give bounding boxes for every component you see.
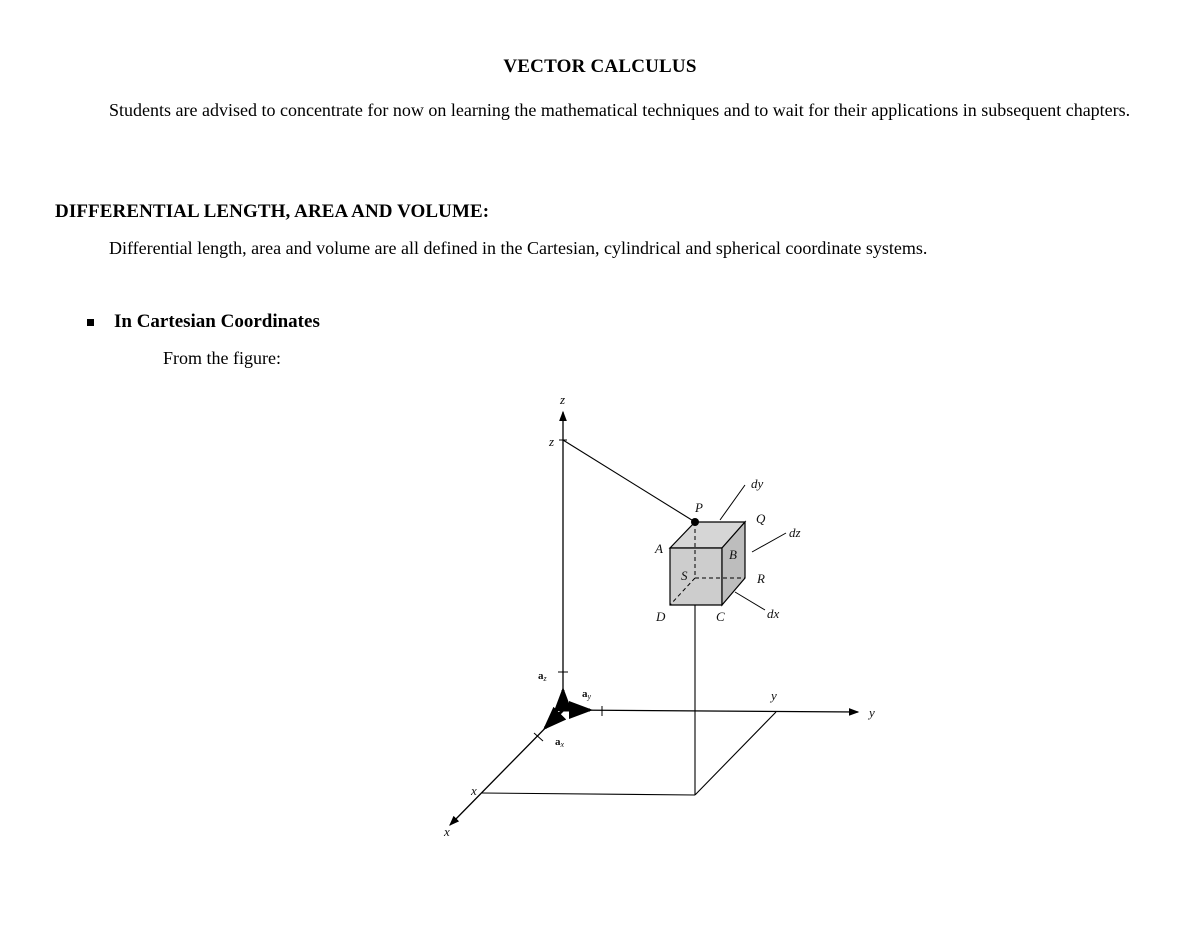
point-q-label: Q: [756, 511, 766, 526]
point-c-label: C: [716, 609, 725, 624]
point-s-label: S: [681, 568, 688, 583]
intro-paragraph: Students are advised to concentrate for now on learning the mathematical techniques and to wait for their applications in subsequent chapters.: [109, 100, 1131, 120]
point-r-label: R: [757, 571, 765, 586]
section-paragraph: Differential length, area and volume are all defined in the Cartesian, cylindrical and spherical coordinate systems.: [109, 238, 928, 258]
bullet-item: [87, 311, 320, 333]
dy-label: dy: [751, 476, 764, 491]
dx-leader: [735, 592, 765, 610]
cube-front-face: [670, 548, 722, 605]
bullet-square-icon: [87, 319, 94, 326]
point-b-label: B: [729, 547, 737, 562]
y-axis-label: y: [869, 705, 875, 720]
y-axis: [563, 710, 858, 712]
point-d-label: D: [656, 609, 666, 624]
x-axis-label: x: [444, 824, 450, 839]
section-heading: DIFFERENTIAL LENGTH, AREA AND VOLUME:: [55, 201, 490, 222]
z-tick-label: z: [549, 434, 555, 449]
az-label: az: [538, 670, 547, 683]
ay-label: ay: [582, 688, 592, 701]
dz-leader: [752, 533, 786, 552]
cartesian-differential-figure: [420, 380, 900, 850]
page-title: VECTOR CALCULUS: [503, 56, 697, 77]
point-p-dot: [691, 518, 699, 526]
dx-label: dx: [767, 606, 780, 621]
ax-label: ax: [555, 736, 565, 749]
bullet-label: In Cartesian Coordinates: [114, 311, 320, 332]
x-projection-line: [482, 793, 695, 795]
x-tick-label: x: [471, 783, 477, 798]
z-axis-label: z: [560, 392, 566, 407]
point-p-label: P: [695, 500, 703, 515]
dz-label: dz: [789, 525, 801, 540]
point-a-label: A: [655, 541, 663, 556]
y-tick-label: y: [771, 688, 777, 703]
figure-intro: From the figure:: [163, 348, 281, 368]
ax-unit-vector: [545, 710, 563, 728]
dy-leader: [720, 485, 745, 520]
y-projection-line: [695, 712, 776, 795]
z-projection-line: [563, 440, 695, 522]
